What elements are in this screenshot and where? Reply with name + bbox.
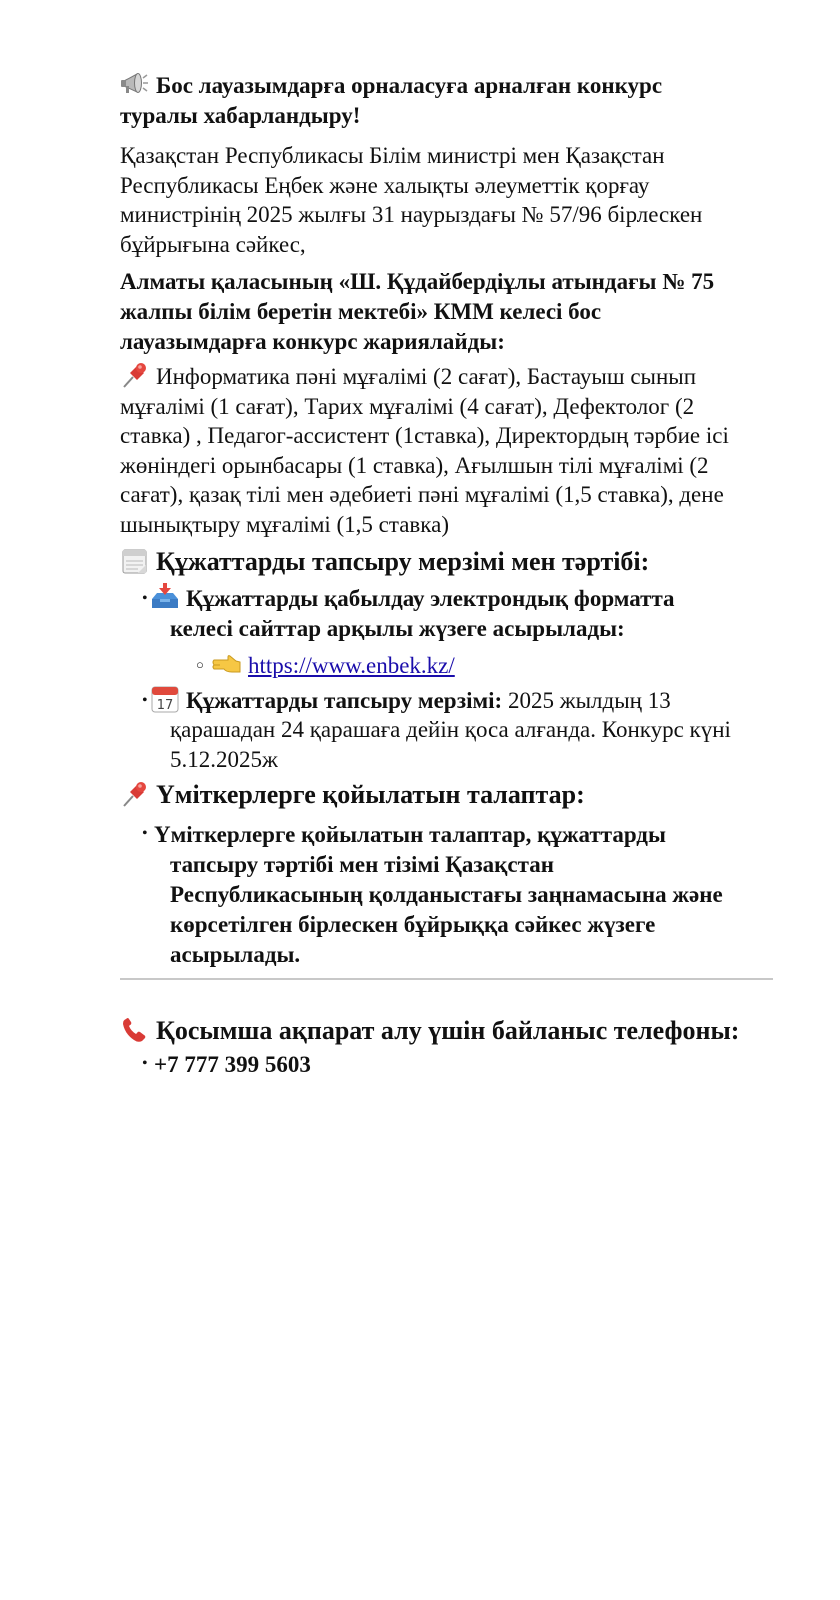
- list-bullet: •: [142, 825, 148, 842]
- submission-line-1: Құжаттарды қабылдау электрондық форматта: [186, 586, 675, 611]
- vacancy-line: ставка) , Педагог-ассистент (1ставка), Директордың тәрбие ісі: [120, 423, 729, 448]
- list-bullet: •: [142, 691, 148, 709]
- organization-paragraph: [120, 267, 796, 357]
- requirement-line: Үміткерлерге қойылатын талаптар, құжаттарды: [154, 822, 666, 847]
- org-line: Алматы қаласының «Ш. Құдайбердіұлы атындағы № 75: [120, 269, 715, 294]
- horizontal-rule: [120, 978, 773, 980]
- intro-line: Қазақстан Республикасы Білім министрі мен Қазақстан: [120, 143, 665, 168]
- intro-line: министрінің 2025 жылғы 31 наурыздағы № 57/96 бірлескен: [120, 202, 703, 227]
- circle-bullet: ○: [196, 657, 204, 672]
- vacancy-line: жөніндегі орынбасары (1 ставка), Ағылшын тілі мұғалімі (2: [120, 452, 709, 478]
- inbox-tray-icon: [150, 583, 180, 611]
- announcement-document: [120, 70, 796, 1080]
- telephone-icon: [120, 1016, 150, 1044]
- enbek-link[interactable]: https://www.enbek.kz/: [248, 653, 455, 678]
- megaphone-icon: [120, 70, 150, 98]
- list-item-deadline: [120, 685, 796, 775]
- requirement-line: асырылады.: [170, 942, 301, 967]
- announcement-title: [120, 70, 796, 131]
- contact-heading: [120, 1014, 796, 1048]
- title-line-1: Бос лауазымдарға орналасуға арналған конкурс: [156, 73, 663, 98]
- vacancies-paragraph: [120, 361, 796, 539]
- svg-text:17: 17: [156, 697, 174, 713]
- org-line: лауазымдарға конкурс жариялайды:: [120, 329, 505, 354]
- calendar-17-icon: [150, 685, 180, 713]
- pushpin-icon: [120, 780, 150, 808]
- documents-heading: [120, 545, 796, 579]
- deadline-line: 5.12.2025ж: [170, 746, 278, 772]
- requirements-heading: [120, 778, 796, 812]
- pushpin-icon: [120, 361, 150, 389]
- submission-line-2: келесі сайттар арқылы жүзеге асырылады:: [170, 616, 625, 641]
- requirement-line: тапсыру тәртібі мен тізімі Қазақстан: [170, 852, 554, 877]
- list-item-phone: [120, 1050, 796, 1080]
- list-item-submission: [120, 583, 796, 644]
- list-bullet: •: [142, 590, 148, 607]
- org-line: жалпы білім беретін мектебі» КММ келесі бос: [120, 299, 602, 324]
- vacancy-line: сағат), қазақ тілі мен әдебиеті пәні мұғалімі (1,5 ставка), дене: [120, 482, 724, 507]
- deadline-text-1: 2025 жылдың 13: [507, 687, 671, 713]
- vacancy-line: Информатика пәні мұғалімі (2 сағат), Бастауыш сынып: [156, 364, 697, 389]
- intro-line: бұйрығына сәйкес,: [120, 231, 306, 257]
- intro-line: Республикасы Еңбек және халықты әлеуметтік қорғау: [120, 172, 650, 198]
- documents-heading-text: Құжаттарды тапсыру мерзімі мен тәртібі:: [156, 547, 650, 576]
- divider: [120, 978, 796, 980]
- requirement-line: Республикасының қолданыстағы заңнамасына және: [170, 882, 723, 907]
- intro-paragraph: [120, 141, 796, 259]
- contact-heading-text: Қосымша ақпарат алу үшін байланыс телефоны:: [156, 1016, 740, 1045]
- list-bullet: •: [142, 1055, 148, 1072]
- requirements-heading-text: Үміткерлерге қойылатын талаптар:: [156, 780, 585, 809]
- list-item-link: [120, 650, 796, 681]
- vacancy-line: шынықтыру мұғалімі (1,5 ставка): [120, 511, 449, 537]
- title-line-2: туралы хабарландыру!: [120, 103, 361, 128]
- calendar-icon: [120, 547, 150, 575]
- deadline-label: Құжаттарды тапсыру мерзімі:: [186, 687, 503, 713]
- list-item-requirements: [120, 820, 796, 970]
- deadline-line: қарашадан 24 қарашаға дейін қоса алғанда. Конкурс күні: [170, 717, 731, 742]
- requirement-line: көрсетілген бірлескен бұйрыққа сәйкес жүзеге: [170, 912, 656, 937]
- vacancy-line: мұғалімі (1 сағат), Тарих мұғалімі (4 сағат), Дефектолог (2: [120, 393, 695, 419]
- phone-number[interactable]: +7 777 399 5603: [154, 1052, 311, 1077]
- pointing-hand-icon: [212, 650, 242, 678]
